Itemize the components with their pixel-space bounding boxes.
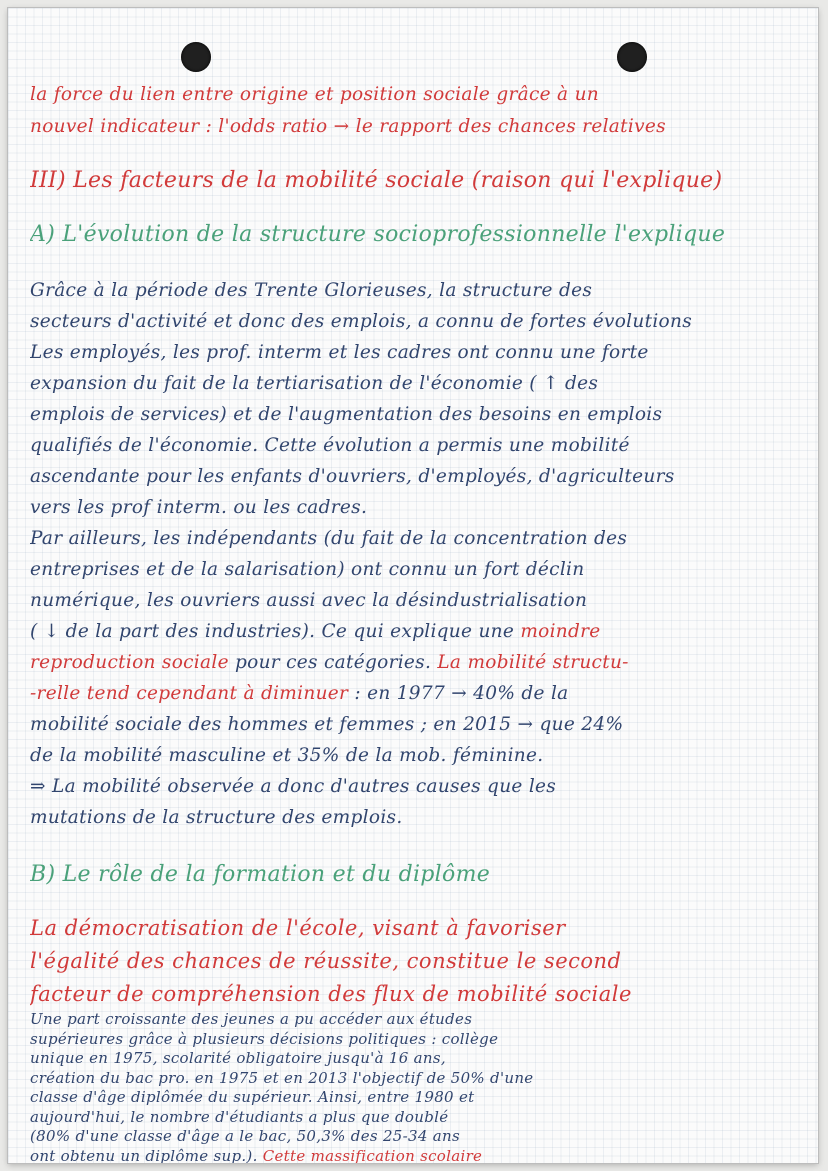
paragraph-a-line: ⇒ La mobilité observée a donc d'autres causes que les [30,776,557,797]
paragraph-b-line: supérieures grâce à plusieurs décisions politiques : collège [30,1029,499,1048]
paragraph-a-line: mutations de la structure des emplois. [30,807,403,828]
paragraph-a-line: Par ailleurs, les indépendants (du fait de la concentration des [30,528,628,549]
subsection-title-B: B) Le rôle de la formation et du diplôme [30,862,491,887]
paragraph-a-line: ascendante pour les enfants d'ouvriers, d'employés, d'agriculteurs [30,466,675,487]
paragraph-a-emphasis-segment: -relle tend cependant à diminuer [30,683,349,704]
paragraph-b-line: unique en 1975, scolarité obligatoire jusqu'à 16 ans, [30,1049,446,1067]
paragraph-a-emphasis-segment: reproduction sociale [30,652,236,673]
paragraph-b-line: (80% d'une classe d'âge a le bac, 50,3% des 25-34 ans [30,1127,460,1145]
paragraph-a-line: Les employés, les prof. interm et les cadres ont connu une forte [30,342,649,363]
intro-line-1: la force du lien entre origine et position sociale grâce à un [30,84,599,105]
section-title-III: III) Les facteurs de la mobilité sociale (raison qui l'explique) [30,168,723,193]
punch-hole-left [181,42,211,72]
paragraph-a-line: Grâce à la période des Trente Glorieuses, la structure des [30,280,593,301]
paragraph-a-line: mobilité sociale des hommes et femmes ; en 2015 → que 24% [30,714,624,735]
paragraph-a-line: expansion du fait de la tertiarisation de l'économie ( ↑ des [30,373,599,394]
paragraph-a-line: vers les prof interm. ou les cadres. [30,497,368,518]
paragraph-b-last-line [30,1147,808,1164]
paragraph-a-mixed-line [30,617,808,649]
punch-hole-right [617,42,647,72]
paragraph-b-red-line: La démocratisation de l'école, visant à favoriser [30,916,566,940]
paragraph-a-text-segment: ( ↓ de la part des industries). Ce qui explique une [30,621,521,642]
paragraph-b-text-segment: ont obtenu un diplôme sup.). [30,1146,263,1163]
intro-line-2: nouvel indicateur : l'odds ratio → le rapport des chances relatives [30,116,666,137]
paragraph-b-emphasis-segment: Cette massification scolaire [262,1146,483,1163]
paragraph-a-emphasis-segment: moindre [520,621,601,642]
subsection-title-A: A) L'évolution de la structure socioprofessionnelle l'explique [30,222,726,247]
paragraph-b-line: Une part croissante des jeunes a pu accéder aux études [30,1010,473,1028]
paragraph-a-line: de la mobilité masculine et 35% de la mob. féminine. [30,745,544,766]
paragraph-b-line: classe d'âge diplômée du supérieur. Ainsi, entre 1980 et [30,1088,475,1106]
paragraph-b-line: création du bac pro. en 1975 et en 2013 l'objectif de 50% d'une [30,1068,534,1087]
paragraph-a-line: secteurs d'activité et donc des emplois, a connu de fortes évolutions [30,311,693,332]
paragraph-a-line: emplois de services) et de l'augmentation des besoins en emplois [30,404,663,425]
notebook-page [8,8,818,1163]
paragraph-b-line: aujourd'hui, le nombre d'étudiants a plus que doublé [30,1107,449,1126]
paragraph-b-red-line: l'égalité des chances de réussite, constitue le second [30,949,622,973]
paragraph-a-mixed-line [30,679,808,711]
paragraph-a-line: entreprises et de la salarisation) ont connu un fort déclin [30,559,585,580]
paragraph-b-red-line: facteur de compréhension des flux de mobilité sociale [30,982,632,1006]
paragraph-a-line: numérique, les ouvriers aussi avec la désindustrialisation [30,590,588,611]
paragraph-a-mixed-line [30,648,808,680]
paragraph-a-text-segment: : en 1977 → 40% de la [348,683,569,704]
paragraph-a-line: qualifiés de l'économie. Cette évolution a permis une mobilité [30,435,630,456]
paragraph-a-emphasis-segment: La mobilité structu- [437,652,629,673]
paragraph-a-text-segment: pour ces catégories. [235,652,438,673]
